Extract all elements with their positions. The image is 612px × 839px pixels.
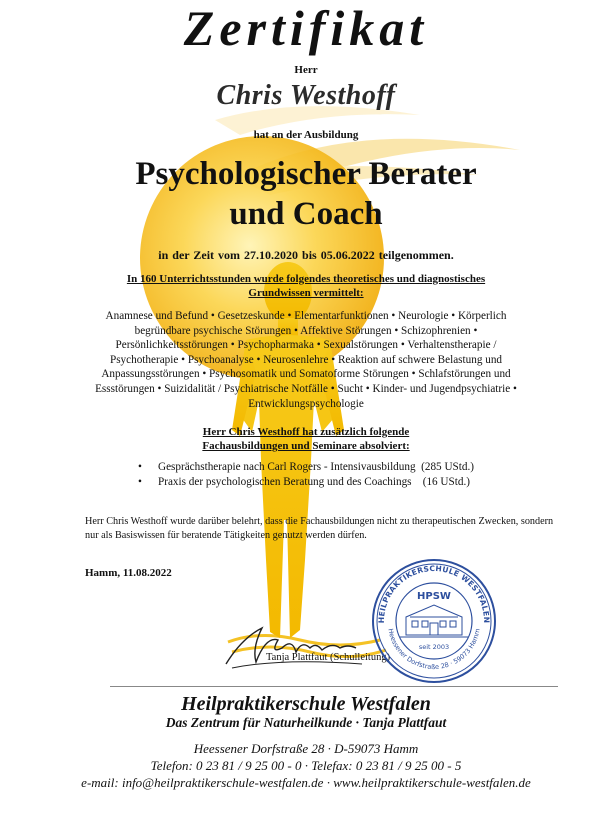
date-from: 27.10.2020 (244, 248, 299, 262)
period-prefix: in der Zeit vom (158, 248, 241, 262)
training-item: • Gesprächstherapie nach Carl Rogers - Intensivausbildung (285 UStd.) (138, 460, 558, 475)
course-title-line2: und Coach (229, 196, 383, 232)
date-to: 05.06.2022 (320, 248, 375, 262)
recipient-name: Chris Westhoff (216, 80, 396, 111)
additional-heading-line2: Fachausbildungen und Seminare absolviert: (202, 440, 410, 452)
period-suffix: teilgenommen. (378, 248, 454, 262)
seal-building-icon (400, 605, 468, 637)
salutation: Herr (294, 64, 318, 76)
school-seal-stamp (370, 557, 498, 685)
place-date: Hamm, 11.08.2022 (85, 567, 172, 579)
school-phones: Telefon: 0 23 81 / 9 25 00 - 0 · Telefax: 0 23 81 / 9 25 00 - 5 (150, 758, 462, 773)
signer-name: Tanja Plattfaut (Schulleitung) (266, 652, 391, 663)
disclaimer-note: Herr Chris Westhoff wurde darüber belehrt, dass die Fachausbildungen nicht zu therapeutischen Zwecken, sondern nur als Basiswissen für beratende Tätigkeiten genutzt werden dürfen. (85, 516, 554, 541)
subjects-heading-line2: Grundwissen vermittelt: (248, 287, 364, 299)
additional-heading (0, 425, 612, 453)
school-address: Heessener Dorfstraße 28 · D-59073 Hamm (193, 741, 419, 756)
seal-ring-text: HEILPRAKTIKERSCHULE WESTFALEN (376, 563, 492, 624)
school-contact-web: e-mail: info@heilpraktikerschule-westfalen.de · www.heilpraktikerschule-westfalen.de (81, 775, 531, 790)
subjects-heading (0, 272, 612, 300)
training-item: • Praxis der psychologischen Beratung und des Coachings (16 UStd.) (138, 475, 558, 490)
footer-divider (110, 686, 558, 687)
additional-heading-line1: Herr Chris Westhoff hat zusätzlich folgende (202, 426, 410, 438)
handwritten-signature (222, 618, 372, 673)
school-slogan: Das Zentrum für Naturheilkunde · Tanja Plattfaut (165, 715, 447, 730)
period-bis: bis (302, 248, 317, 262)
course-period (0, 248, 612, 263)
school-name: Heilpraktikerschule Westfalen (181, 693, 431, 715)
seal-bottom-text: Heessener Dorfstraße 28 · 59073 Hamm (386, 627, 482, 672)
seal-since: seit 2003 (418, 643, 450, 651)
certificate-title: Zertifikat (183, 0, 429, 56)
seal-abbreviation: HPSW (417, 591, 451, 602)
subjects-heading-line1: In 160 Unterrichtsstunden wurde folgendes theoretisches und diagnostisches (126, 273, 486, 285)
course-title-line1: Psychologischer Berater (135, 156, 477, 192)
intro-text: hat an der Ausbildung (253, 129, 359, 141)
additional-trainings-list (138, 460, 558, 490)
subjects-list: Anamnese und Befund • Gesetzeskunde • Elementarfunktionen • Neurologie • Körperlich begründbare psychische Störungen • Affektive Störungen • Schizophrenien • Persönlichkeitsstörungen • Psychopharmaka • Sexualstörungen • Verhaltenstherapie / Psychotherapie • Psychoanalyse • Neurosenlehre • Reaktion auf schwere Belastung und Anpassungsstörungen • Psychosomatik und Somatoforme Störungen • Schlafstörungen und Essstörungen • Suizidalität / Psychiatrische Notfälle • Sucht • Kinder- und Jugendpsychiatrie • Entwicklungspsychologie (95, 310, 517, 410)
